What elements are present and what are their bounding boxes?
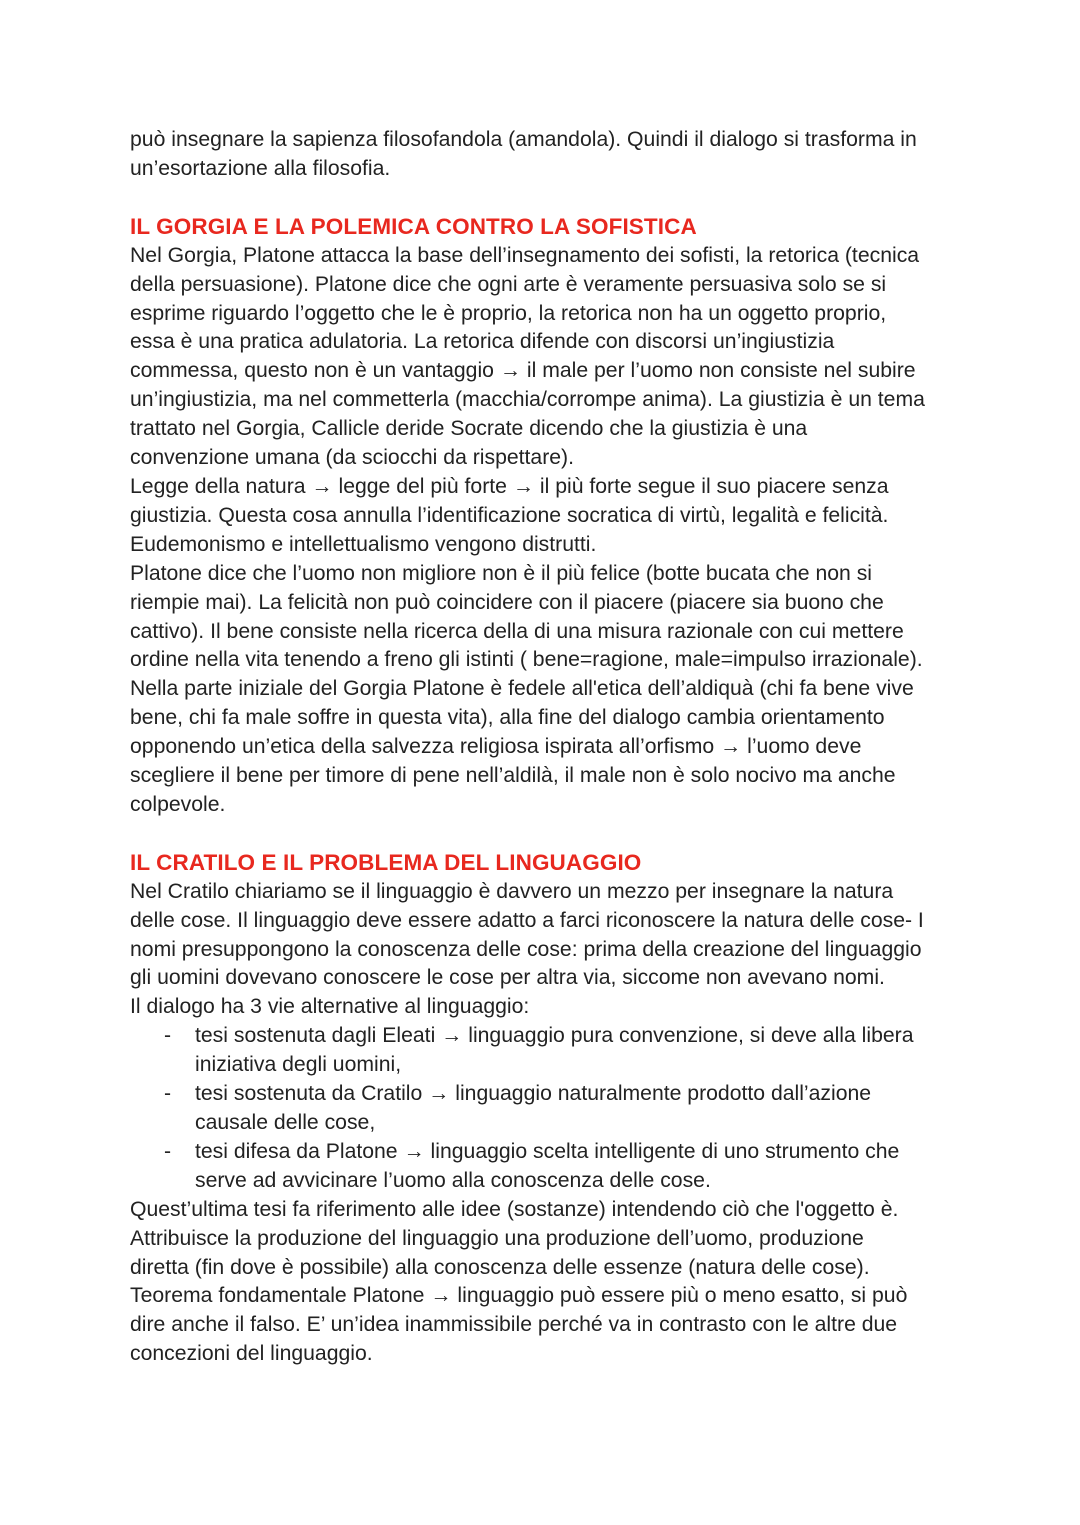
gorgia-paragraph-1: Nel Gorgia, Platone attacca la base dell’insegnamento dei sofisti, la retorica (tecnica della persuasione). Platone dice che ogni arte è veramente persuasiva solo se si esprime riguardo l’oggetto che le è proprio, la retorica non ha un oggetto proprio, essa è una pratica adulatoria. La retorica difende con discorsi un’ingiustizia commessa, questo non è un vantaggio → il male per l’uomo non consiste nel subire un’ingiustizia, ma nel commetterla (macchia/corrompe anima). La giustizia è un tema trattato nel Gorgia, Callicle deride Socrate dicendo che la giustizia è una convenzione umana (da sciocchi da rispettare).: [130, 243, 925, 470]
spacer: [130, 820, 960, 849]
dash-bullet: -: [164, 1024, 172, 1048]
list-item: [130, 1138, 960, 1196]
list-item: [130, 1080, 960, 1138]
spacer: [130, 184, 960, 213]
thesis-list: [130, 1022, 960, 1195]
list-item-text: tesi sostenuta dagli Eleati → linguaggio pura convenzione, si deve alla libera iniziativa degli uomini,: [195, 1024, 914, 1077]
intro-paragraph: può insegnare la sapienza filosofandola (amandola). Quindi il dialogo si trasforma in un’esortazione alla filosofia.: [130, 128, 917, 180]
dash-bullet: -: [164, 1082, 172, 1106]
cratilo-paragraph-1: Nel Cratilo chiariamo se il linguaggio è davvero un mezzo per insegnare la natura delle cose. Il linguaggio deve essere adatto a farci riconoscere la natura delle cose- I nomi presuppongono la conoscenza delle cose: prima della creazione del linguaggio gli uomini dovevano conoscere le cose per altra via, siccome non avevano nomi. Il dialogo ha 3 vie alternative al linguaggio:: [130, 879, 924, 1019]
cratilo-paragraph-2: Quest’ultima tesi fa riferimento alle idee (sostanze) intendendo ciò che l'oggetto è. Attribuisce la produzione del linguaggio una produzione dell’uomo, produzione diretta (fin dove è possibile) alla conoscenza delle essenze (natura delle cose). Teorema fondamentale Platone → linguaggio può essere più o meno esatto, si può dire anche il falso. E’ un’idea inammissibile perché va in contrasto con le altre due concezioni del linguaggio.: [130, 1197, 908, 1366]
gorgia-paragraph-3: Platone dice che l’uomo non migliore non è il più felice (botte bucata che non si riempie mai). La felicità non può coincidere con il piacere (piacere sia buono che cattivo). Il bene consiste nella ricerca della di una misura razionale con cui mettere ordine nella vita tenendo a freno gli istinti ( bene=ragione, male=impulso irrazionale). Nella parte iniziale del Gorgia Platone è fedele all'etica dell’aldiquà (chi fa bene vive bene, chi fa male soffre in questa vita), alla fine del dialogo cambia orientamento opponendo un’etica della salvezza religiosa ispirata all’orfismo → l’uomo deve scegliere il bene per timore di pene nell’aldilà, il male non è solo nocivo ma anche colpevole.: [130, 561, 923, 816]
dash-bullet: -: [164, 1139, 172, 1163]
section-heading-cratilo: IL CRATILO E IL PROBLEMA DEL LINGUAGGIO: [130, 849, 642, 875]
document-page: [130, 126, 960, 1369]
gorgia-paragraph-2: Legge della natura → legge del più forte → il più forte segue il suo piacere senza giustizia. Questa cosa annulla l’identificazione socratica di virtù, legalità e felicità. Eudemonismo e intellettualismo vengono distrutti.: [130, 474, 889, 556]
list-item-text: tesi difesa da Platone → linguaggio scelta intelligente di uno strumento che serve ad avvicinare l’uomo alla conoscenza delle cose.: [195, 1139, 900, 1192]
list-item: [130, 1022, 960, 1080]
section-heading-gorgia: IL GORGIA E LA POLEMICA CONTRO LA SOFISTICA: [130, 213, 697, 239]
list-item-text: tesi sostenuta da Cratilo → linguaggio naturalmente prodotto dall’azione causale delle cose,: [195, 1082, 872, 1134]
